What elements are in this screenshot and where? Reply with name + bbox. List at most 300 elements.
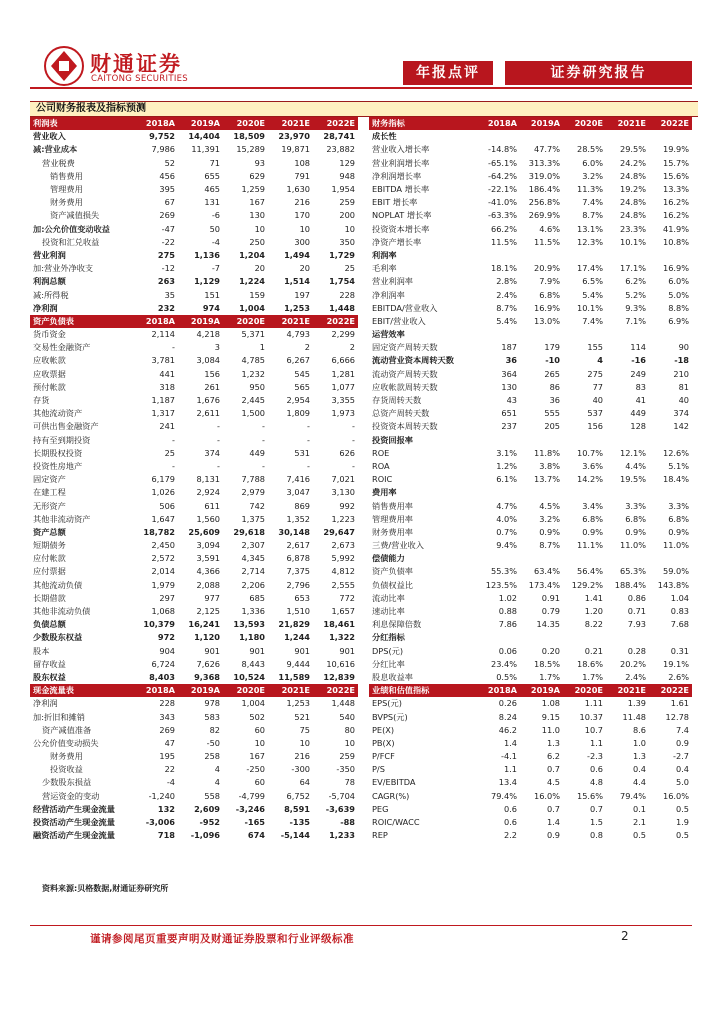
table-row [30, 737, 358, 750]
cell-value: 318 [159, 381, 175, 392]
cell-value: 583 [204, 711, 220, 722]
table-row [369, 526, 692, 539]
cell-value: 52 [164, 157, 175, 168]
table-row [30, 434, 358, 447]
cell-value: -88 [340, 817, 355, 828]
cell-value: 5,992 [331, 553, 355, 564]
cell-value: 5.0% [668, 289, 689, 300]
table-row [30, 157, 358, 170]
row-label: 可供出售金融资产 [33, 421, 99, 432]
row-label: 存货 [33, 395, 50, 406]
cell-value: 80 [344, 724, 355, 735]
cell-value: 0.4 [675, 764, 689, 775]
cell-value: 364 [501, 368, 517, 379]
cell-value: -2.7 [673, 751, 689, 762]
cell-value: - [172, 342, 175, 353]
cell-value: 7.86 [498, 619, 517, 630]
cell-value: 151 [204, 289, 220, 300]
cell-value: 4.4 [632, 777, 646, 788]
row-label: 短期债务 [33, 540, 66, 551]
cell-value: 10 [299, 737, 310, 748]
cell-value: 2,125 [196, 606, 220, 617]
cell-value: 10,616 [326, 658, 355, 669]
cell-value: 1,657 [331, 606, 355, 617]
cell-value: 19.5% [619, 474, 646, 485]
cell-value: 2018A [133, 315, 178, 328]
cell-value: -5,144 [280, 830, 310, 841]
cell-value: 179 [544, 342, 560, 353]
cell-value: 629 [249, 170, 265, 181]
cell-value: 123.5% [485, 579, 517, 590]
cell-value: 15.7% [662, 157, 689, 168]
table-row [369, 368, 692, 381]
cell-value: 10.7 [584, 724, 603, 735]
row-label: 投资性房地产 [33, 460, 83, 471]
cell-value: 28,741 [323, 131, 355, 142]
cell-value: 10,524 [233, 671, 265, 682]
cell-value: 9.4% [496, 540, 517, 551]
cell-value: 24.8% [619, 197, 646, 208]
cell-value: 1,510 [286, 606, 310, 617]
table-row [30, 631, 358, 644]
cell-value: 1,676 [196, 395, 220, 406]
cell-value: 241 [159, 421, 175, 432]
cell-value: 1.04 [670, 592, 689, 603]
cell-value: -41.0% [488, 197, 517, 208]
cell-value: 901 [294, 645, 310, 656]
cell-value: 1,494 [284, 249, 310, 260]
cell-value [606, 631, 649, 644]
table-row [30, 513, 358, 526]
cell-value: - [217, 460, 220, 471]
cell-value: 10 [344, 737, 355, 748]
row-label: 投资回报率 [372, 434, 413, 445]
table-row [30, 697, 358, 710]
cell-value: 129.2% [571, 579, 603, 590]
cell-value: 17.1% [619, 263, 646, 274]
cell-value: 1.02 [498, 592, 517, 603]
cell-value: 0.6 [503, 803, 517, 814]
row-label: 股东权益 [33, 671, 66, 682]
cell-value: -47 [161, 223, 175, 234]
cell-value: 28.5% [576, 144, 603, 155]
cell-value [563, 552, 606, 565]
cell-value: 167 [249, 751, 265, 762]
cell-value: 449 [249, 447, 265, 458]
cell-value: -5,704 [328, 790, 355, 801]
cell-value: 8,443 [241, 658, 265, 669]
table-row [369, 460, 692, 473]
cell-value: 8.6 [632, 724, 646, 735]
cell-value: 15.6% [576, 790, 603, 801]
table-row [369, 790, 692, 803]
row-label: 业绩和估值指标 [369, 684, 477, 697]
table-row [30, 223, 358, 236]
row-label: 净资产增长率 [372, 236, 422, 247]
table-row [369, 645, 692, 658]
table-row [30, 381, 358, 394]
cell-value: 75 [299, 724, 310, 735]
cell-value: 43 [506, 395, 517, 406]
cell-value: 6.2% [625, 276, 646, 287]
cell-value: 5.1% [668, 460, 689, 471]
table-row [30, 671, 358, 684]
cell-value: 1,729 [329, 249, 355, 260]
table-row [30, 473, 358, 486]
row-label: 现金流量表 [30, 684, 133, 697]
table-row [369, 724, 692, 737]
cell-value [649, 249, 692, 262]
cell-value: 901 [204, 645, 220, 656]
cell-value: - [352, 434, 355, 445]
cell-value [520, 552, 563, 565]
cell-value: 3.3% [625, 500, 646, 511]
row-label: 运营效率 [372, 329, 405, 340]
cell-value: -10 [545, 355, 560, 366]
cell-value: 0.9% [539, 526, 560, 537]
cell-value: 626 [339, 447, 355, 458]
table-row [369, 262, 692, 275]
table-row [369, 565, 692, 578]
cell-value: 11.5% [533, 236, 560, 247]
cell-value: 4.6% [539, 223, 560, 234]
table-row [30, 341, 358, 354]
table-row [369, 183, 692, 196]
cell-value: 2,450 [151, 540, 175, 551]
cell-value: 25 [344, 263, 355, 274]
table-row [30, 750, 358, 763]
cell-value: 275 [157, 249, 175, 260]
cell-value [563, 130, 606, 143]
cell-value: 0.5 [675, 803, 689, 814]
cell-value: 1,224 [239, 276, 265, 287]
table-row [30, 420, 358, 433]
cell-value: 685 [249, 592, 265, 603]
cell-value: 18.1% [490, 263, 517, 274]
row-label: 利息保障倍数 [372, 619, 422, 630]
cell-value: 59.0% [662, 566, 689, 577]
cell-value: 1.4 [546, 817, 560, 828]
cell-value: 558 [204, 790, 220, 801]
cell-value: 22 [164, 764, 175, 775]
cell-value: 12.1% [619, 447, 646, 458]
cell-value: 3,355 [331, 395, 355, 406]
cell-value: 2022E [313, 684, 358, 697]
cell-value: -3,639 [325, 803, 355, 814]
cell-value: 20 [254, 263, 265, 274]
cell-value: 114 [630, 342, 646, 353]
cell-value: 132 [157, 803, 175, 814]
cell-value: 1,026 [151, 487, 175, 498]
row-label: 营业利润增长率 [372, 157, 430, 168]
cell-value: 17.4% [576, 263, 603, 274]
table-row [30, 170, 358, 183]
cell-value [520, 434, 563, 447]
row-label: CAGR(%) [372, 790, 410, 801]
cell-value: 18.5% [533, 658, 560, 669]
financial-statements-table [30, 117, 358, 842]
cell-value: 24.2% [619, 157, 646, 168]
cell-value: 30,148 [278, 526, 310, 537]
cell-value: 143.8% [657, 579, 689, 590]
cell-value: 11.3% [576, 184, 603, 195]
data-source-note: 资料来源:贝格数据,财通证券研究所 [42, 884, 169, 893]
cell-value: 374 [673, 408, 689, 419]
row-label: 毛利率 [372, 263, 397, 274]
cell-value [520, 631, 563, 644]
cell-value: 6.2 [546, 751, 560, 762]
cell-value: 1.2% [496, 460, 517, 471]
cell-value: 79.4% [490, 790, 517, 801]
cell-value: 81 [678, 381, 689, 392]
cell-value [563, 328, 606, 341]
cell-value: 7.68 [670, 619, 689, 630]
row-label: EPS(元) [372, 698, 402, 709]
row-label: 投资资本周转天数 [372, 421, 438, 432]
cell-value: 772 [339, 592, 355, 603]
cell-value: - [307, 434, 310, 445]
table-row [30, 130, 358, 143]
row-label: 净利润 [33, 698, 58, 709]
cell-value: 6.5% [582, 276, 603, 287]
row-label: 持有至到期投资 [33, 434, 91, 445]
row-label: 分红指标 [372, 632, 405, 643]
cell-value: 10 [299, 223, 310, 234]
cell-value: 395 [159, 184, 175, 195]
cell-value: 21,829 [278, 619, 310, 630]
cell-value: 41 [635, 395, 646, 406]
table-row [30, 183, 358, 196]
row-label: 资产减值损失 [50, 210, 100, 221]
row-label: 偿债能力 [372, 553, 405, 564]
cell-value [606, 552, 649, 565]
table-row [369, 776, 692, 789]
row-label: 资产负债率 [372, 566, 413, 577]
cell-value: 13,593 [233, 619, 265, 630]
cell-value: 950 [249, 381, 265, 392]
cell-value: 7,416 [286, 474, 310, 485]
cell-value: 992 [339, 500, 355, 511]
cell-value: 3.3% [668, 500, 689, 511]
table-row [369, 499, 692, 512]
cell-value: 1.4 [503, 737, 517, 748]
table-row [369, 434, 692, 447]
cell-value: 259 [339, 751, 355, 762]
cell-value: 0.79 [541, 606, 560, 617]
row-label: EBIT/营业收入 [372, 315, 426, 326]
cell-value: 0.28 [627, 645, 646, 656]
cell-value: -1,240 [148, 790, 175, 801]
cell-value: 4.8 [589, 777, 603, 788]
cell-value: 6.0% [582, 157, 603, 168]
cell-value: 128 [630, 421, 646, 432]
row-label: 股息收益率 [372, 671, 413, 682]
cell-value: 2.4% [496, 289, 517, 300]
cell-value: 5,371 [241, 329, 265, 340]
cell-value: 2.4% [625, 671, 646, 682]
cell-value: 8,403 [149, 671, 175, 682]
cell-value: 2 [304, 342, 310, 353]
cell-value: 16.2% [662, 210, 689, 221]
cell-value: -1,096 [190, 830, 220, 841]
cell-value: 343 [159, 711, 175, 722]
logo-chinese-name: 财通证券 [90, 51, 182, 76]
cell-value: -3,246 [235, 803, 265, 814]
cell-value: 8.8% [668, 302, 689, 313]
cell-value: 1,500 [241, 408, 265, 419]
row-label: 货币资金 [33, 329, 66, 340]
row-label: 加:折旧和摊销 [33, 711, 85, 722]
table-section-header [369, 684, 692, 697]
row-label: 应收票据 [33, 368, 66, 379]
cell-value: 8,131 [196, 474, 220, 485]
cell-value: 0.8 [589, 830, 603, 841]
row-label: 应收帐款 [33, 355, 66, 366]
footer-disclaimer: 谨请参阅尾页重要声明及财通证券股票和行业评级标准 [90, 933, 354, 945]
cell-value: 1,232 [241, 368, 265, 379]
row-label: 财务费用 [50, 751, 83, 762]
table-row [30, 776, 358, 789]
cell-value [649, 130, 692, 143]
cell-value: 18,782 [143, 526, 175, 537]
cell-value: 197 [294, 289, 310, 300]
table-row [30, 354, 358, 367]
cell-value: 232 [157, 302, 175, 313]
cell-value: 1.1 [503, 764, 517, 775]
cell-value: 502 [249, 711, 265, 722]
cell-value: 18,461 [323, 619, 355, 630]
row-label: P/S [372, 764, 385, 775]
row-label: 营业税费 [42, 157, 75, 168]
cell-value: 2020E [223, 117, 268, 130]
cell-value: 1,317 [151, 408, 175, 419]
cell-value: 2022E [313, 315, 358, 328]
cell-value: 187 [501, 342, 517, 353]
table-row [369, 658, 692, 671]
cell-value: -4.1 [501, 751, 517, 762]
cell-value: 1,187 [151, 395, 175, 406]
row-label: 投资收益 [50, 764, 83, 775]
cell-value: -350 [336, 764, 355, 775]
cell-value: 269 [159, 724, 175, 735]
cell-value: 0.9% [668, 526, 689, 537]
cell-value: 6,724 [151, 658, 175, 669]
cell-value: 7,788 [241, 474, 265, 485]
cell-value: - [172, 460, 175, 471]
cell-value: 16.0% [662, 790, 689, 801]
table-row [30, 658, 358, 671]
cell-value: -50 [206, 737, 220, 748]
cell-value: 1,281 [331, 368, 355, 379]
cell-value: 3,047 [286, 487, 310, 498]
cell-value: 36 [505, 355, 517, 366]
cell-value: 10 [344, 223, 355, 234]
row-label: 少数股东权益 [33, 632, 83, 643]
cell-value: 2021E [268, 117, 313, 130]
row-label: 净利润 [33, 302, 58, 313]
table-row [30, 368, 358, 381]
cell-value: 2,954 [286, 395, 310, 406]
cell-value: 10.37 [579, 711, 603, 722]
cell-value: 1,979 [151, 579, 175, 590]
cell-value: -4,799 [238, 790, 265, 801]
row-label: ROIC/WACC [372, 817, 420, 828]
cell-value: 8.7% [539, 540, 560, 551]
cell-value: 93 [254, 157, 265, 168]
cell-value: 188.4% [614, 579, 646, 590]
cell-value: 2,796 [286, 579, 310, 590]
row-label: 费用率 [372, 487, 397, 498]
cell-value: 10.1% [576, 302, 603, 313]
cell-value: 1.08 [541, 698, 560, 709]
cell-value: 35 [164, 289, 175, 300]
cell-value: 275 [587, 368, 603, 379]
table-row [369, 447, 692, 460]
cell-value: 0.9% [582, 526, 603, 537]
table-row [369, 539, 692, 552]
cell-value: 1,129 [194, 276, 220, 287]
table-row [30, 763, 358, 776]
cell-value: 1.11 [584, 698, 603, 709]
cell-value: 63.4% [533, 566, 560, 577]
cell-value: 3.4% [582, 500, 603, 511]
cell-value: 16,241 [188, 619, 220, 630]
cell-value: 4,218 [196, 329, 220, 340]
cell-value: 1,647 [151, 513, 175, 524]
cell-value: 20.9% [533, 263, 560, 274]
cell-value: 2018A [477, 117, 520, 130]
cell-value: 9.3% [625, 302, 646, 313]
cell-value [477, 552, 520, 565]
table-row [30, 236, 358, 249]
cell-value: 2,572 [151, 553, 175, 564]
row-label: PEG [372, 803, 389, 814]
cell-value: 0.6 [589, 764, 603, 775]
cell-value: 5.4% [582, 289, 603, 300]
table-row [30, 790, 358, 803]
table-row [369, 407, 692, 420]
cell-value: 10.7% [576, 447, 603, 458]
cell-value: 24.8% [619, 170, 646, 181]
page-number: 2 [621, 929, 629, 943]
cell-value: 1 [259, 342, 265, 353]
cell-value: 0.1 [632, 803, 646, 814]
cell-value: 60 [254, 777, 265, 788]
cell-value: 742 [249, 500, 265, 511]
table-row [369, 236, 692, 249]
row-label: 营业收入增长率 [372, 144, 430, 155]
cell-value: 655 [204, 170, 220, 181]
cell-value: 7.93 [627, 619, 646, 630]
cell-value: 23,882 [326, 144, 355, 155]
cell-value: 0.9% [625, 526, 646, 537]
cell-value: - [262, 421, 265, 432]
cell-value: 29,647 [323, 526, 355, 537]
cell-value [520, 328, 563, 341]
table-row [30, 552, 358, 565]
row-label: EV/EBITDA [372, 777, 416, 788]
cell-value: 9.15 [541, 711, 560, 722]
cell-value: 131 [204, 197, 220, 208]
cell-value: 565 [294, 381, 310, 392]
cell-value: 5.4% [496, 315, 517, 326]
cell-value: 170 [294, 210, 310, 221]
cell-value: 0.20 [541, 645, 560, 656]
cell-value: - [307, 421, 310, 432]
cell-value: 1,630 [286, 184, 310, 195]
row-label: 留存收益 [33, 658, 66, 669]
cell-value [563, 434, 606, 447]
